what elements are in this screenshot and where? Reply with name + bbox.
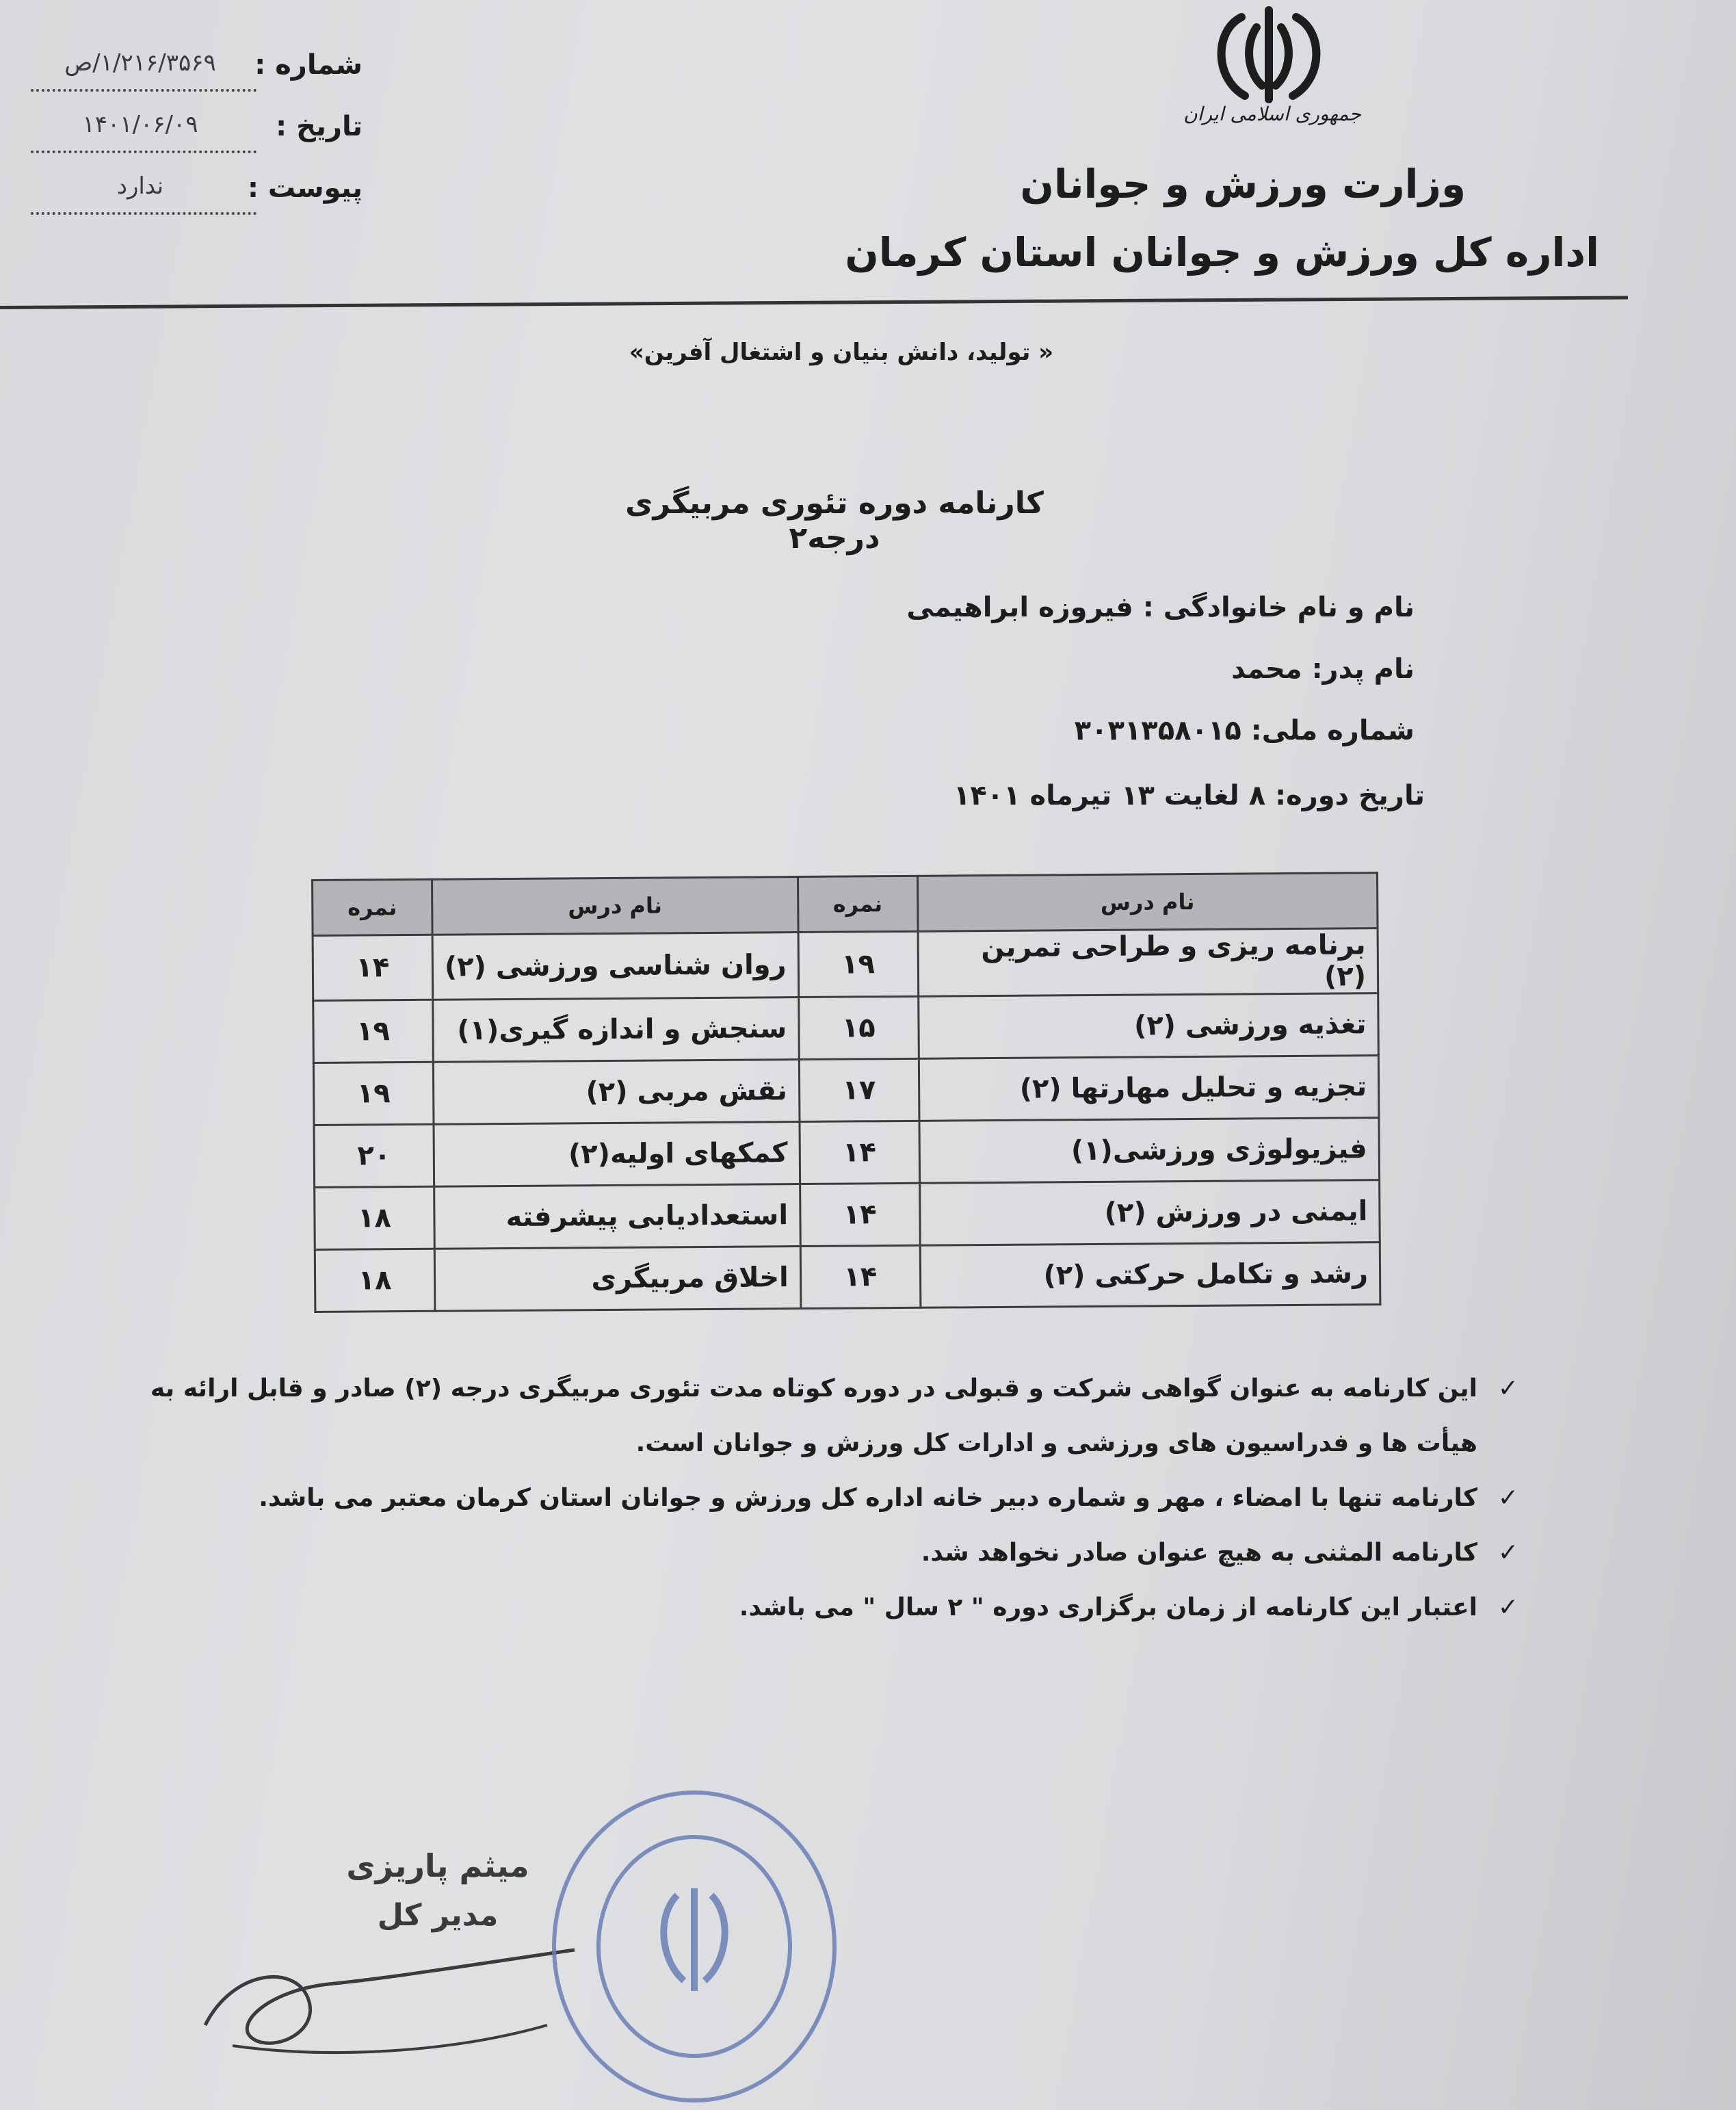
note-item bbox=[109, 1471, 1518, 1526]
course-name: روان شناسی ورزشی (۲) bbox=[432, 933, 798, 1000]
slogan: « تولید، دانش بنیان و اشتغال آفرین» bbox=[629, 339, 1054, 366]
table-row bbox=[313, 993, 1379, 1063]
course-name: فیزیولوژی ورزشی(۱) bbox=[919, 1118, 1380, 1184]
course-name: تجزیه و تحلیل مهارتها (۲) bbox=[919, 1056, 1379, 1121]
check-icon: ✓ bbox=[1497, 1593, 1518, 1621]
student-name bbox=[906, 592, 1415, 623]
note-text: اعتبار این کارنامه از زمان برگزاری دوره " ۲ سال " می باشد. bbox=[739, 1593, 1477, 1621]
course-name: برنامه ریزی و طراحی تمرین (۲) bbox=[918, 928, 1378, 997]
signature-block bbox=[287, 1847, 588, 1933]
office-title: اداره کل ورزش و جوانان استان کرمان bbox=[845, 229, 1599, 276]
document-title: کارنامه دوره تئوری مربیگری درجه۲ bbox=[625, 486, 1044, 556]
signatory-name: میثم پاریزی bbox=[346, 1847, 529, 1884]
iran-emblem-icon bbox=[1194, 3, 1344, 106]
note-item bbox=[109, 1362, 1518, 1471]
student-name-value: فیروزه ابراهیمی bbox=[906, 592, 1133, 623]
national-id-value: ۳۰۳۱۳۵۸۰۱۵ bbox=[1074, 715, 1241, 746]
father-name bbox=[1231, 653, 1415, 685]
attachment-field bbox=[27, 172, 369, 220]
course-grade: ۱۴ bbox=[800, 1183, 920, 1246]
course-grade: ۱۸ bbox=[315, 1186, 435, 1249]
attachment-dotted-line bbox=[31, 212, 257, 215]
attachment-value: ندارد bbox=[116, 172, 164, 200]
table-row bbox=[315, 1180, 1380, 1250]
course-name: تغذیه ورزشی (۲) bbox=[918, 993, 1378, 1059]
note-text: کارنامه المثنی به هیچ عنوان صادر نخواهد شد. bbox=[921, 1539, 1477, 1567]
table-row bbox=[313, 928, 1378, 1001]
note-text: این کارنامه به عنوان گواهی شرکت و قبولی در دوره کوتاه مدت تئوری مربیگری درجه (۲) صادر و قابل ارائه به هیأت ها و فدراسیون های ورزشی و ادارات کل ورزش و جوانان است. bbox=[150, 1375, 1477, 1457]
course-grade: ۱۴ bbox=[313, 935, 433, 1000]
course-name: کمکهای اولیه(۲) bbox=[434, 1122, 800, 1187]
date-field bbox=[27, 111, 369, 159]
attachment-label: پیوست : bbox=[247, 172, 363, 204]
course-grade: ۲۰ bbox=[314, 1124, 434, 1187]
table-header-row bbox=[313, 873, 1378, 936]
header-course-2: نام درس bbox=[432, 877, 798, 935]
official-stamp bbox=[547, 1786, 841, 2107]
course-name: استعدادیابی پیشرفته bbox=[434, 1184, 800, 1249]
header-grade-1: نمره bbox=[798, 876, 918, 932]
national-id-label: شماره ملی: bbox=[1250, 715, 1415, 746]
signatory-role: مدیر کل bbox=[377, 1898, 499, 1933]
number-label: شماره : bbox=[254, 49, 363, 81]
number-value: ۱/۲۱۶/۳۵۶۹/ص bbox=[64, 49, 216, 77]
course-grade: ۱۹ bbox=[798, 931, 919, 997]
course-name: اخلاق مربیگری bbox=[434, 1247, 800, 1312]
header-divider bbox=[0, 296, 1628, 309]
date-value: ۱۴۰۱/۰۶/۰۹ bbox=[82, 111, 198, 138]
number-field bbox=[27, 49, 369, 97]
table-row bbox=[314, 1118, 1380, 1188]
course-grade: ۱۹ bbox=[313, 1000, 434, 1063]
check-icon: ✓ bbox=[1497, 1484, 1518, 1512]
course-name: نقش مربی (۲) bbox=[433, 1060, 799, 1125]
father-name-label: نام پدر: bbox=[1311, 653, 1415, 685]
father-name-value: محمد bbox=[1231, 653, 1302, 685]
course-date bbox=[954, 780, 1425, 811]
header-grade-2: نمره bbox=[313, 879, 433, 935]
notes-list bbox=[109, 1362, 1518, 1635]
header-course-1: نام درس bbox=[917, 873, 1378, 932]
table-row bbox=[313, 1056, 1379, 1125]
note-item bbox=[109, 1526, 1518, 1580]
student-name-label: نام و نام خانوادگی : bbox=[1142, 592, 1415, 623]
emblem-caption: جمهوری اسلامی ایران bbox=[1183, 103, 1361, 125]
number-dotted-line bbox=[31, 89, 257, 92]
date-label: تاریخ : bbox=[276, 111, 363, 142]
course-date-label: تاریخ دوره: bbox=[1275, 780, 1425, 811]
date-dotted-line bbox=[31, 151, 257, 153]
check-icon: ✓ bbox=[1497, 1375, 1518, 1403]
course-grade: ۱۵ bbox=[798, 996, 919, 1059]
course-name: رشد و تکامل حرکتی (۲) bbox=[920, 1242, 1380, 1308]
ministry-title: وزارت ورزش و جوانان bbox=[1020, 161, 1466, 207]
national-id bbox=[1075, 715, 1415, 746]
course-name: ایمنی در ورزش (۲) bbox=[919, 1180, 1380, 1246]
grades-table bbox=[311, 872, 1381, 1313]
course-grade: ۱۴ bbox=[800, 1245, 921, 1308]
course-grade: ۱۷ bbox=[799, 1058, 919, 1121]
course-grade: ۱۸ bbox=[315, 1249, 435, 1312]
course-grade: ۱۹ bbox=[313, 1062, 434, 1125]
note-text: کارنامه تنها با امضاء ، مهر و شماره دبیر خانه اداره کل ورزش و جوانان استان کرمان معتبر می باشد. bbox=[259, 1484, 1477, 1512]
check-icon: ✓ bbox=[1497, 1539, 1518, 1567]
course-date-value: ۸ لغایت ۱۳ تیرماه ۱۴۰۱ bbox=[953, 780, 1266, 811]
course-grade: ۱۴ bbox=[800, 1121, 920, 1184]
course-name: سنجش و اندازه گیری(۱) bbox=[433, 998, 799, 1063]
note-item bbox=[109, 1580, 1518, 1635]
table-row bbox=[315, 1242, 1380, 1312]
